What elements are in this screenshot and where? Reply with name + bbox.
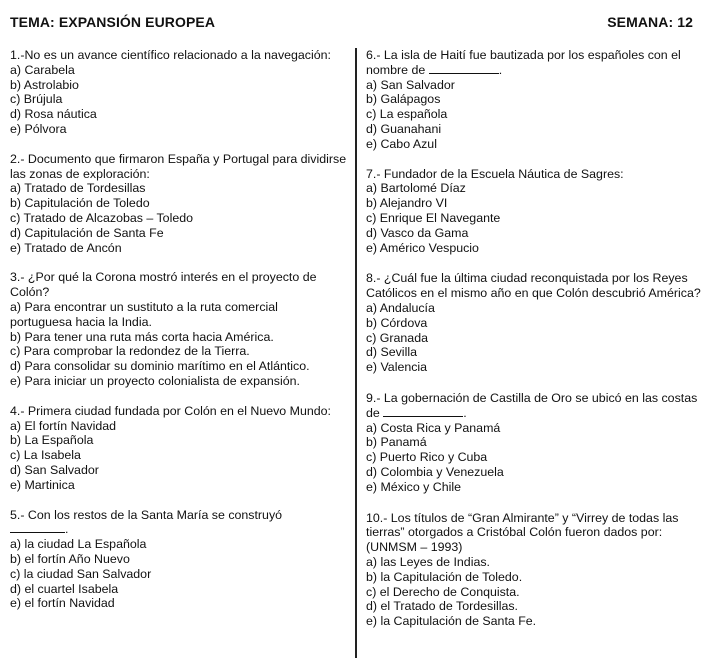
option-c: c) La Isabela [10,448,81,463]
question-6 [366,48,702,152]
option-e: e) Martinica [10,477,75,492]
question-2 [10,152,348,256]
option-a: a) la ciudad La Española [10,537,147,552]
question-stem [10,508,348,538]
question-stem: 2.- Documento que firmaron España y Portugal para dividirse las zonas de exploración: [10,151,347,181]
option-b: b) La Española [10,433,94,448]
question-stem [366,48,702,78]
question-8 [366,271,702,375]
option-e: e) la Capitulación de Santa Fe. [366,614,537,629]
option-c: c) Tratado de Alcazobas – Toledo [10,210,193,225]
option-c: c) Granada [366,330,428,345]
option-a: a) Tratado de Tordesillas [10,181,146,196]
question-stem [366,391,702,421]
answer-blank [383,416,463,417]
question-source: (UNMSM – 1993) [366,540,463,555]
option-e: e) Valencia [366,360,428,375]
right-column [366,48,702,644]
question-stem-end: . [498,62,503,77]
question-3 [10,270,348,388]
option-a: a) Andalucía [366,300,435,315]
question-stem: 8.- ¿Cuál fue la última ciudad reconquistada por los Reyes Católicos en el mismo año en que Colón descubrió América? [366,271,701,301]
option-e: e) Pólvora [10,121,67,136]
question-stem-end: . [463,405,467,420]
page-title: TEMA: EXPANSIÓN EUROPEA [10,14,216,30]
week-label: SEMANA: 12 [607,14,693,30]
option-c: c) Brújula [10,92,63,107]
question-stem: 10.- Los títulos de “Gran Almirante” y “Virrey de todas las tierras” otorgados a Cristóbal Colón fueron dados por: [366,510,679,540]
option-a: a) Carabela [10,62,75,77]
option-a: a) Bartolomé Díaz [366,181,466,196]
answer-blank [429,73,499,74]
left-column [10,48,348,626]
option-d: d) el Tratado de Tordesillas. [366,599,518,614]
option-d: d) Guanahani [366,121,442,136]
option-b: b) Galápagos [366,92,441,107]
option-d: d) el cuartel Isabela [10,581,119,596]
option-a: a) El fortín Navidad [10,418,117,433]
question-stem: 7.- Fundador de la Escuela Náutica de Sagres: [366,166,624,181]
question-stem-text: 6.- La isla de Haití fue bautizada por los españoles con el nombre de [366,48,681,77]
option-c: c) la ciudad San Salvador [10,566,152,581]
option-a: a) las Leyes de Indias. [366,554,490,569]
option-a: a) Costa Rica y Panamá [366,420,501,435]
option-e: e) Cabo Azul [366,136,437,151]
question-stem: 3.- ¿Por qué la Corona mostró interés en el proyecto de Colón? [10,270,317,300]
option-c: c) el Derecho de Conquista. [366,584,520,599]
option-b: b) Astrolabio [10,77,79,92]
question-7 [366,167,702,256]
option-d: d) Para consolidar su dominio marítimo en el Atlántico. [10,359,310,374]
option-d: d) Vasco da Gama [366,225,469,240]
option-d: d) Colombia y Venezuela [366,464,504,479]
option-e: e) México y Chile [366,479,462,494]
option-e: e) Américo Vespucio [366,240,479,255]
question-stem: 1.-No es un avance científico relacionado a la navegación: [10,48,331,62]
option-b: b) Para tener una ruta más corta hacia América. [10,329,274,344]
option-b: b) Panamá [366,435,427,450]
question-stem-text: 9.- La gobernación de Castilla de Oro se ubicó en las costas de [366,390,698,420]
option-c: c) Puerto Rico y Cuba [366,450,488,465]
option-b: b) Capitulación de Toledo [10,196,150,211]
option-c: c) La española [366,107,448,122]
question-5 [10,508,348,612]
option-a: a) San Salvador [366,77,455,92]
question-9 [366,391,702,495]
option-b: b) Alejandro VI [366,196,448,211]
option-d: d) Capitulación de Santa Fe [10,225,164,240]
answer-blank [10,532,65,533]
option-c: c) Para comprobar la redondez de la Tierra. [10,344,250,359]
option-e: e) Tratado de Ancón [10,240,122,255]
question-stem-text: 5.- Con los restos de la Santa María se construyó [10,507,283,522]
option-c: c) Enrique El Navegante [366,210,501,225]
question-4 [10,404,348,493]
option-e: e) Para iniciar un proyecto colonialista de expansión. [10,373,300,388]
option-b: b) el fortín Año Nuevo [10,551,130,566]
option-d: d) Sevilla [366,345,417,360]
question-stem-end: . [65,522,69,537]
option-b: b) la Capitulación de Toledo. [366,569,523,584]
option-e: e) el fortín Navidad [10,596,115,611]
option-a-continued: portuguesa hacia la India. [10,314,152,329]
option-d: d) Rosa náutica [10,107,97,122]
option-b: b) Córdova [366,315,428,330]
option-d: d) San Salvador [10,462,99,477]
option-a: a) Para encontrar un sustituto a la ruta comercial [10,299,278,314]
question-stem: 4.- Primera ciudad fundada por Colón en el Nuevo Mundo: [10,403,331,418]
question-1 [10,48,348,137]
column-divider [355,48,357,658]
question-10 [366,511,702,629]
